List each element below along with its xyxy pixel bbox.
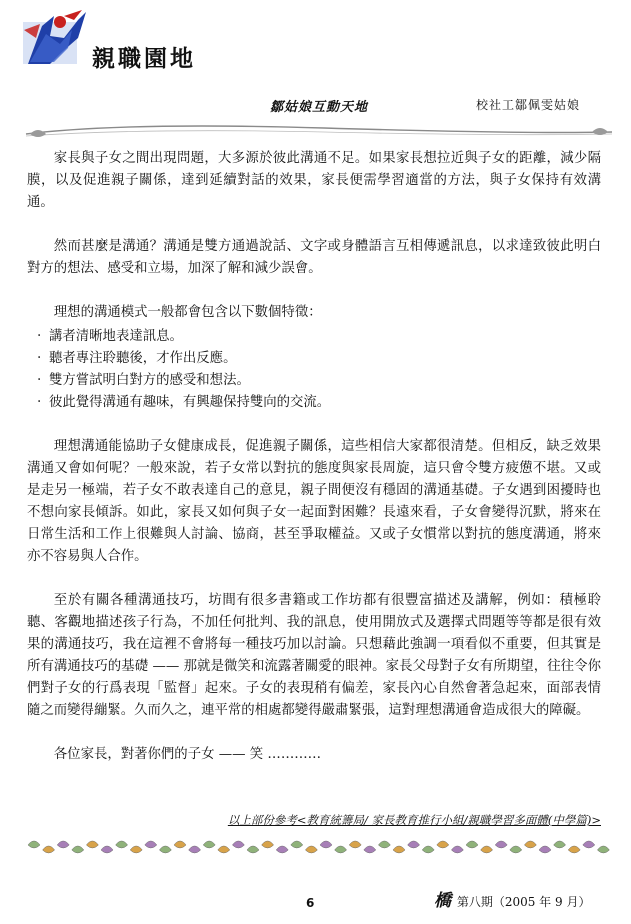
bullet-icon: ‧ xyxy=(37,373,42,388)
list-item xyxy=(27,392,601,414)
issue-text: 第八期（2005 年 9 月） xyxy=(456,895,591,909)
leaf-icon xyxy=(28,841,40,848)
leaf-icon xyxy=(495,841,507,848)
author-byline: 校社工鄒佩雯姑娘 xyxy=(476,98,581,112)
leaf-icon xyxy=(130,846,142,853)
paragraph: 理想的溝通模式一般都會包含以下數個特徵： xyxy=(53,305,322,320)
leaf-icon xyxy=(466,841,478,848)
paragraph: 至於有關各種溝通技巧，坊間有很多書籍或工作坊都有很豐富描述及講解，例如：積極聆聽、客觀地描述孩子行為，不加任何批判、我的訊息，使用開放式及選擇式問題等等都是很有效果的溝通技巧，我在這裡不會將每一種技巧加以討論。只想藉此強調一項看似不重要，但其實是所有溝通技巧的基礎 —— 那就是微笑和流露著關愛的眼神。家長父母對子女有所期望，往往令你們對子女的行爲表現「監督」起來。子女的表現稍有偏差，家長內心自然會著急起來，面部表情隨之而變得繃緊。久而久之，連平常的相處都變得嚴肅緊張，這對理想溝通會造成很大的障礙。 xyxy=(27,593,601,718)
leaf-icon xyxy=(364,846,376,853)
column-title: 鄒姑娘互動天地 xyxy=(270,100,369,115)
leaf-icon xyxy=(451,846,463,853)
leaf-icon xyxy=(262,841,274,848)
list-item-text: 雙方嘗試明白對方的感受和想法。 xyxy=(49,373,250,388)
list-item-text: 彼此覺得溝通有趣味，有興趣保持雙向的交流。 xyxy=(49,395,331,410)
leaf-icon xyxy=(335,846,347,853)
leaf-icon xyxy=(57,841,69,848)
bullet-icon: ‧ xyxy=(37,395,42,410)
leaf-icon xyxy=(554,841,566,848)
article-body xyxy=(27,148,601,766)
page-number: 6 xyxy=(306,896,315,910)
leaf-border-decoration xyxy=(22,836,614,856)
feature-list xyxy=(27,326,601,414)
leaf-icon xyxy=(232,841,244,848)
list-item-text: 講者清晰地表達訊息。 xyxy=(49,329,183,344)
paragraph: 理想溝通能協助子女健康成長，促進親子關係，這些相信大家都很清楚。但相反，缺乏效果溝通又會如何呢？一般來說，若子女常以對抗的態度與家長周旋，這只會令雙方疲憊不堪。又或是走另一極端，若子女不敢表達自己的意見，親子間便沒有穩固的溝通基礎。子女遇到困擾時也不想向家長傾訴。如此，家長又如何與子女一起面對困難？長遠來看，子女會變得沉默，將來在日常生活和工作上很難與人討論、協商，甚至爭取權益。又或子女慣常以對抗的態度溝通，將來亦不容易與人合作。 xyxy=(27,439,601,564)
paragraph: 然而甚麼是溝通？溝通是雙方通過說話、文字或身體語言互相傳遞訊息，以求達致彼此明白對方的想法、感受和立場，加深了解和減少誤會。 xyxy=(27,239,601,276)
leaf-icon xyxy=(568,846,580,853)
leaf-icon xyxy=(349,841,361,848)
leaf-icon xyxy=(291,841,303,848)
leaf-icon xyxy=(393,846,405,853)
leaf-icon xyxy=(422,846,434,853)
leaf-icon xyxy=(524,841,536,848)
bullet-icon: ‧ xyxy=(37,351,42,366)
leaf-icon xyxy=(481,846,493,853)
leaf-icon xyxy=(305,846,317,853)
reference-note: 以上部份參考<教育統籌局/ 家長教育推行小組/親職學習多面體(中學篇)> xyxy=(227,813,601,827)
list-item xyxy=(27,370,601,392)
leaf-icon xyxy=(510,846,522,853)
leaf-icon xyxy=(320,841,332,848)
leaf-icon xyxy=(218,846,230,853)
leaf-icon xyxy=(145,841,157,848)
leaf-icon xyxy=(437,841,449,848)
leaf-icon xyxy=(174,841,186,848)
header-divider xyxy=(24,118,614,142)
leaf-icon xyxy=(597,846,609,853)
leaf-icon xyxy=(86,841,98,848)
school-logo-icon xyxy=(20,8,90,66)
closing-line: 各位家長，對著你們的子女 —— 笑 ………… xyxy=(53,747,321,762)
leaf-icon xyxy=(43,846,55,853)
paragraph: 家長與子女之間出現問題，大多源於彼此溝通不足。如果家長想拉近與子女的距離，減少隔膜，以及促進親子關係，達到延續對話的效果，家長便需學習適當的方法，與子女保持有效溝通。 xyxy=(27,151,601,210)
brand-title: 親職園地 xyxy=(92,45,196,72)
leaf-icon xyxy=(116,841,128,848)
leaf-icon xyxy=(378,841,390,848)
list-item xyxy=(27,348,601,370)
leaf-icon xyxy=(72,846,84,853)
leaf-icon xyxy=(159,846,171,853)
leaf-icon xyxy=(101,846,113,853)
leaf-icon xyxy=(247,846,259,853)
list-item-text: 聽者專注聆聽後，才作出反應。 xyxy=(49,351,237,366)
leaf-icon xyxy=(276,846,288,853)
bullet-icon: ‧ xyxy=(37,329,42,344)
list-item xyxy=(27,326,601,348)
leaf-icon xyxy=(189,846,201,853)
leaf-icon xyxy=(203,841,215,848)
leaf-icon xyxy=(583,841,595,848)
leaf-icon xyxy=(539,846,551,853)
issue-info xyxy=(434,886,590,911)
leaf-icon xyxy=(408,841,420,848)
issue-mark: 橋 xyxy=(434,891,451,911)
